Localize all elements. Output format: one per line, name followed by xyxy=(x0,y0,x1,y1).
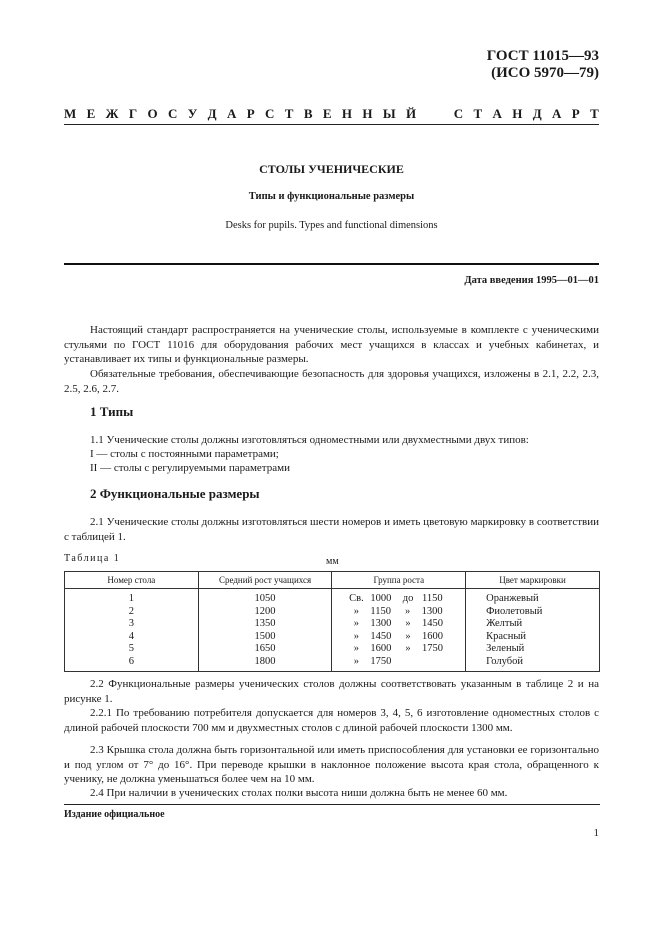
standard-type-letter: С xyxy=(453,106,464,121)
type-item: I — столы с постоянными параметрами; xyxy=(90,448,279,460)
group-separator: » xyxy=(405,643,411,655)
height-group-cell xyxy=(332,656,466,671)
desk-number-cell: 4 xyxy=(65,631,199,644)
desk-number-cell: 6 xyxy=(65,656,199,671)
paragraph-2-1: 2.1 Ученические столы должны изготовляться шести номеров и иметь цветовую маркировку в соответствии с таблицей 1. xyxy=(64,516,599,543)
standard-type-letter: Р xyxy=(246,106,255,121)
group-prefix: Св. xyxy=(349,593,364,604)
desk-number-cell: 5 xyxy=(65,643,199,656)
intro-paragraph: Обязательные требования, обеспечивающие безопасность для здоровья учащихся, изложены в 2.1, 2.2, 2.3, 2.5, 2.6, 2.7. xyxy=(64,368,599,395)
standard-type-letter: В xyxy=(303,106,313,121)
document-title: СТОЛЫ УЧЕНИЧЕСКИЕ xyxy=(259,162,404,176)
paragraph-2-2-1: 2.2.1 По требованию потребителя допускается для номеров 3, 4, 5, 6 изготовление одноместных столов с длиной рабочей плоскости 700 мм и двухместных столов с длиной рабочей плоскости 1300 мм. xyxy=(64,707,599,734)
title-rule xyxy=(64,263,599,265)
average-height-cell: 1500 xyxy=(198,631,332,644)
standard-type-letter: О xyxy=(147,106,158,121)
group-separator: » xyxy=(405,630,411,642)
standard-type-letter: А xyxy=(226,106,237,121)
standard-type-letter: Ж xyxy=(105,106,119,121)
marking-color-cell: Желтый xyxy=(466,618,600,631)
group-prefix: » xyxy=(353,605,360,617)
standard-type-letter: А xyxy=(492,106,502,121)
standard-type-letter: А xyxy=(552,106,562,121)
paragraph-2-4: 2.4 При наличии в ученических столах полки высота ниши должна быть не менее 60 мм. xyxy=(90,787,508,799)
average-height-cell: 1800 xyxy=(198,656,332,671)
paragraph-1-1: 1.1 Ученические столы должны изготовляться одноместными или двухместными двух типов: xyxy=(90,434,529,446)
group-to: 1300 xyxy=(421,605,443,617)
standard-type-letter: Т xyxy=(284,106,294,121)
marking-color-cell: Фиолетовый xyxy=(466,606,600,619)
table-row xyxy=(65,656,600,671)
header-rule xyxy=(64,124,599,125)
height-group-cell xyxy=(332,589,466,606)
standard-type-letter: Н xyxy=(512,106,523,121)
desk-number-cell: 3 xyxy=(65,618,199,631)
group-from: 1300 xyxy=(370,618,392,630)
standard-type-letter: Ы xyxy=(382,106,396,121)
document-designation xyxy=(487,48,599,82)
column-header: Группа роста xyxy=(332,572,466,589)
standard-type-letter: Й xyxy=(405,106,417,121)
table-row xyxy=(65,643,600,656)
introduction-date: Дата введения 1995—01—01 xyxy=(464,275,599,286)
standard-type-letter: Е xyxy=(322,106,332,121)
edition-note: Издание официальное xyxy=(64,809,165,820)
height-group-cell xyxy=(332,631,466,644)
gost-number: ГОСТ 11015—93 xyxy=(486,48,599,64)
standard-type-letter: У xyxy=(187,106,198,121)
group-from: 1750 xyxy=(370,655,392,667)
column-header: Средний рост учащихся xyxy=(198,572,332,589)
standard-type-letter: Н xyxy=(362,106,373,121)
desk-sizes-table xyxy=(64,571,600,672)
group-from: 1600 xyxy=(370,643,392,655)
paragraph-2-3: 2.3 Крышка стола должна быть горизонтальной или иметь приспособления для установки ее горизонтально и под углом от 7° до 16°. При переводе крышки в наклонное положение высота края стола, обращенного к ученику, не должна уменьшаться более чем на 10 мм. xyxy=(64,744,599,786)
standard-type-letter: М xyxy=(64,106,77,121)
intro-paragraph: Настоящий стандарт распространяется на ученические столы, используемые в комплекте с ученическими стульями по ГОСТ 11016 для оборудования рабочих мест учащихся в классах и учебных кабинетах, и устанавливает их типы и функциональные размеры. xyxy=(64,324,599,366)
height-group-cell xyxy=(332,643,466,656)
standard-type-letter: С xyxy=(265,106,275,121)
document-subtitle: Типы и функциональные размеры xyxy=(248,191,415,202)
average-height-cell: 1200 xyxy=(198,606,332,619)
marking-color-cell: Голубой xyxy=(466,656,600,671)
group-prefix: » xyxy=(353,643,360,655)
average-height-cell: 1650 xyxy=(198,643,332,656)
group-separator: » xyxy=(405,605,411,617)
marking-color-cell: Оранжевый xyxy=(466,589,600,606)
table-row xyxy=(65,618,600,631)
table-header-row xyxy=(65,572,600,589)
word-gap xyxy=(440,106,443,122)
standard-type-letter: Г xyxy=(128,106,138,121)
group-to: 1750 xyxy=(422,643,444,655)
section-heading: 2 Функциональные размеры xyxy=(90,486,260,501)
marking-color-cell: Зеленый xyxy=(466,643,600,656)
table-row xyxy=(65,606,600,619)
column-header: Номер стола xyxy=(65,572,199,589)
column-header: Цвет маркировки xyxy=(466,572,600,589)
table-label: Таблица 1 xyxy=(64,553,121,564)
section-heading: 1 Типы xyxy=(90,404,134,419)
standard-type-letter: С xyxy=(168,106,178,121)
group-prefix: » xyxy=(353,630,360,642)
group-from: 1000 xyxy=(370,593,392,604)
average-height-cell: 1350 xyxy=(198,618,332,631)
document-title-english: Desks for pupils. Types and functional dimensions xyxy=(225,220,438,231)
standard-type-letter: Т xyxy=(590,106,599,121)
group-prefix: » xyxy=(353,655,360,667)
type-item: II — столы с регулируемыми параметрами xyxy=(90,462,290,474)
group-to: 1450 xyxy=(422,618,444,630)
word-gap xyxy=(426,106,429,122)
standard-type-letter: Р xyxy=(571,106,580,121)
iso-number: (ИСО 5970—79) xyxy=(491,65,599,81)
standard-type-letter: Д xyxy=(207,106,217,121)
desk-number-cell: 1 xyxy=(65,589,199,606)
paragraph-2-2: 2.2 Функциональные размеры ученических столов должны соответствовать указанным в таблице 2 и на рисунке 1. xyxy=(64,678,599,705)
group-separator: до xyxy=(402,593,414,604)
group-from: 1450 xyxy=(370,630,392,642)
group-to: 1600 xyxy=(422,630,444,642)
group-to: 1150 xyxy=(422,593,443,604)
height-group-cell xyxy=(332,606,466,619)
marking-color-cell: Красный xyxy=(466,631,600,644)
standard-type-letter: Н xyxy=(341,106,353,121)
group-from: 1150 xyxy=(370,605,392,617)
standard-type xyxy=(64,106,599,122)
standard-type-letter: Е xyxy=(86,106,96,121)
standard-type-letter: Д xyxy=(532,106,542,121)
group-separator: » xyxy=(405,618,411,630)
average-height-cell: 1050 xyxy=(198,589,332,606)
desk-number-cell: 2 xyxy=(65,606,199,619)
table-row xyxy=(65,589,600,606)
table-unit: мм xyxy=(326,556,339,567)
page-number: 1 xyxy=(593,827,599,839)
table-row xyxy=(65,631,600,644)
standard-type-letter: Т xyxy=(473,106,483,121)
footer-rule xyxy=(64,804,600,805)
height-group-cell xyxy=(332,618,466,631)
group-prefix: » xyxy=(353,618,360,630)
